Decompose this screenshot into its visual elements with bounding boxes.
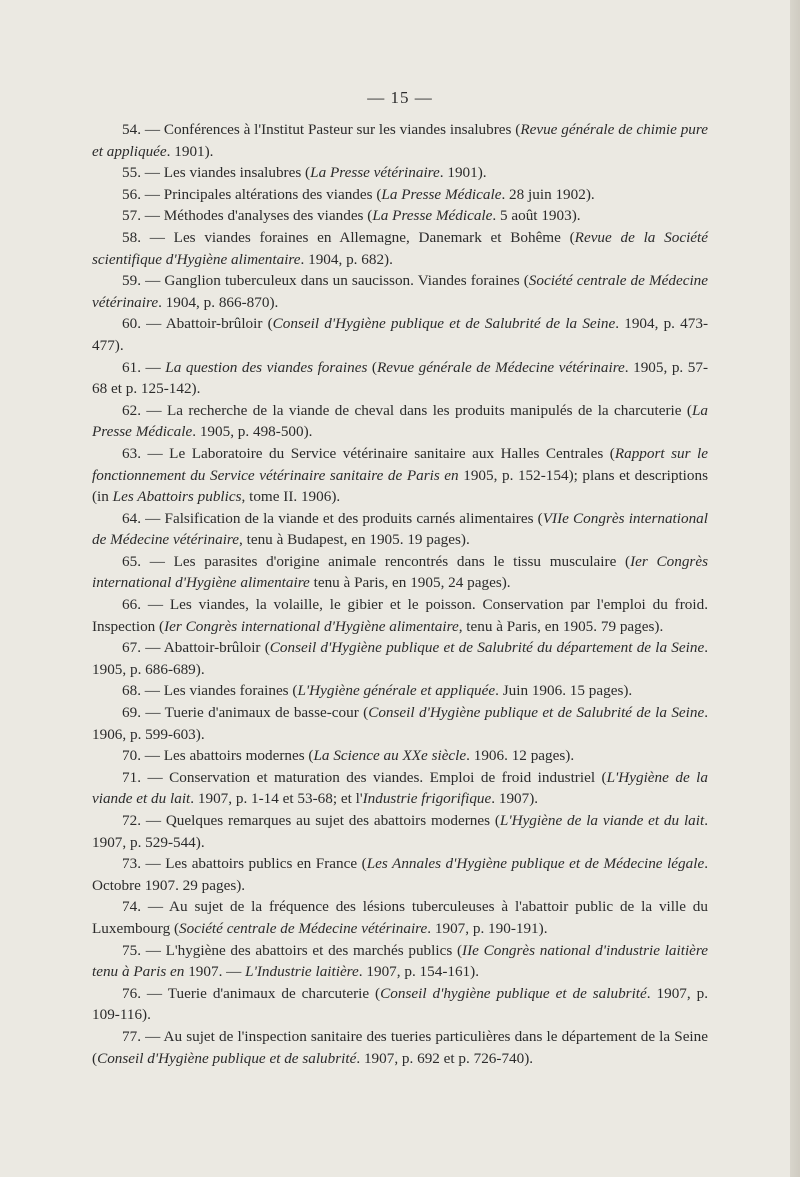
entry-text: — Abattoir-brûloir ( <box>140 315 273 333</box>
bibliography-entry <box>92 357 708 400</box>
entry-text: . 1907, p. 190-191). <box>427 919 548 937</box>
entry-text: — Abattoir-brûloir ( <box>140 639 270 657</box>
entry-title-italic: Société centrale de Médecine vétérinaire <box>92 272 708 311</box>
bibliography-entry <box>92 853 708 896</box>
entry-text: — Conférences à l'Institut Pasteur sur les viandes insalubres ( <box>140 121 521 138</box>
bibliography-entry <box>92 983 708 1026</box>
entry-text: — Les viandes foraines en Allemagne, Danemark et Bohême ( <box>140 228 575 246</box>
entry-text: — Quelques remarques au sujet des abattoirs modernes ( <box>140 812 500 829</box>
entry-title-italic: La Presse Médicale <box>381 185 502 203</box>
entry-text: tenu à Paris, en 1905, 24 pages). <box>309 574 511 592</box>
entry-text: — Les abattoirs publics en France ( <box>140 855 367 873</box>
entry-title-italic: Conseil d'Hygiène publique et de Salubrité de la Seine <box>272 315 616 333</box>
entry-text: — Le Laboratoire du Service vétérinaire sanitaire aux Halles Centrales ( <box>140 444 615 462</box>
entry-text: — Conservation et maturation des viandes. Emploi de froid industriel ( <box>140 768 607 786</box>
entry-text: , tenu à Paris, en 1905. 79 pages). <box>458 617 664 635</box>
entry-text: . 1904, p. 682). <box>300 250 393 268</box>
entry-title-italic: La Presse Médicale <box>92 401 708 441</box>
entry-text: — Ganglion tuberculeux dans un saucisson. Viandes foraines ( <box>140 272 529 290</box>
bibliography-entry <box>92 637 708 680</box>
entry-text: . 1907, p. 154-161). <box>358 963 480 981</box>
entry-text: . 1907). <box>491 790 539 808</box>
entry-title-italic: Les Annales d'Hygiène publique et de Médecine légale <box>366 855 705 873</box>
entry-number: 61. <box>122 358 141 376</box>
entry-text: — L'hygiène des abattoirs et des marchés publics ( <box>140 941 463 959</box>
bibliography-entry <box>92 227 708 270</box>
entry-number: 71. <box>122 768 141 786</box>
entry-title-italic: Les Abattoirs publics <box>112 488 242 506</box>
entry-title-italic: L'Hygiène de la viande et du lait <box>499 812 705 829</box>
entry-text: . 1907, p. 1-14 et 53-68; et l' <box>190 790 363 808</box>
entry-text: — Au sujet de la fréquence des lésions tuberculeuses à l'abattoir public de la ville du Luxembourg ( <box>92 898 708 937</box>
entry-text: . 1901). <box>166 142 214 160</box>
entry-title-italic: L'Hygiène de la viande et du lait <box>92 768 708 808</box>
entry-text: — La recherche de la viande de cheval dans les produits manipulés de la charcuterie ( <box>140 401 692 419</box>
entry-title-italic: Société centrale de Médecine vétérinaire <box>179 919 428 937</box>
entry-number: 67. <box>122 639 141 657</box>
entry-number: 72. <box>122 812 141 829</box>
entry-number: 74. <box>122 898 141 916</box>
entry-number: 75. <box>122 941 141 959</box>
bibliography-entry <box>92 119 708 162</box>
entry-text: . 1904, p. 866-870). <box>158 293 279 311</box>
entry-number: 73. <box>122 855 141 873</box>
bibliography-entry <box>92 1026 708 1069</box>
entry-text: . 1905, p. 57-68 et p. 125-142). <box>92 358 709 398</box>
entry-number: 65. <box>122 552 141 570</box>
entry-title-italic: L'Hygiène générale et appliquée <box>297 682 496 700</box>
entry-number: 64. <box>122 509 141 527</box>
entry-number: 56. <box>122 185 141 203</box>
bibliography-entry <box>92 594 708 637</box>
entry-number: 57. <box>122 207 141 225</box>
entry-text: . 1905, p. 686-689). <box>92 639 708 678</box>
entry-text: 1905, p. 152-154); plans et descriptions (in <box>92 466 709 506</box>
entry-text: — Les parasites d'origine animale rencontrés dans le tissu musculaire ( <box>140 552 631 570</box>
entry-title-italic: Conseil d'Hygiène publique et de Salubrité de la Seine <box>368 704 705 722</box>
entry-text: — Les viandes, la volaille, le gibier et le poisson. Conservation par l'emploi du froid. Inspection ( <box>92 596 708 635</box>
entry-number: 77. <box>122 1027 141 1045</box>
entry-text: . Octobre 1907. 29 pages). <box>92 855 708 894</box>
entry-text: . Juin 1906. 15 pages). <box>495 682 633 700</box>
entry-title-italic: La Science au XXe siècle <box>313 747 467 765</box>
entry-text: — Les abattoirs modernes ( <box>140 747 314 765</box>
entry-text: — Tuerie d'animaux de charcuterie ( <box>140 984 381 1002</box>
entry-title-italic: Rapport sur le fonctionnement du Service vétérinaire sanitaire de Paris en <box>92 444 708 484</box>
entry-number: 58. <box>122 228 141 246</box>
entry-text: , tome II. 1906). <box>241 488 341 506</box>
entry-text: — Au sujet de l'inspection sanitaire des tueries particulières dans le département de la Seine ( <box>92 1027 708 1067</box>
bibliography-entry <box>92 896 708 939</box>
entry-title-italic: Revue générale de chimie pure et appliquée <box>92 121 708 160</box>
bibliography-list <box>92 119 708 1069</box>
entry-title-italic: Ier Congrès international d'Hygiène alimentaire <box>164 617 459 635</box>
bibliography-entry <box>92 551 708 594</box>
entry-text: 1907. — <box>184 963 246 981</box>
entry-number: 60. <box>122 315 141 333</box>
entry-text: ( <box>367 358 377 376</box>
entry-title-italic: Conseil d'hygiène publique et de salubrité <box>380 984 647 1002</box>
bibliography-entry <box>92 270 708 313</box>
bibliography-entry <box>92 940 708 983</box>
entry-number: 59. <box>122 272 141 290</box>
entry-text: . 1904, p. 473-477). <box>92 315 709 354</box>
entry-title-italic: La question des viandes foraines <box>165 358 368 376</box>
bibliography-entry <box>92 205 708 227</box>
entry-text: . 5 août 1903). <box>492 207 581 225</box>
page-edge <box>790 0 800 1177</box>
entry-text: . 1907, p. 109-116). <box>92 984 709 1024</box>
entry-text: . 1907, p. 529-544). <box>92 812 708 851</box>
entry-title-italic: La Presse Médicale <box>372 207 493 225</box>
entry-title-italic: Ier Congrès international d'Hygiène alimentaire <box>92 552 708 592</box>
entry-number: 69. <box>122 704 141 722</box>
entry-number: 70. <box>122 747 141 765</box>
entry-title-italic: VIIe Congrès international de Médecine vétérinaire <box>92 509 708 549</box>
entry-text: — Principales altérations des viandes ( <box>140 185 382 203</box>
entry-number: 55. <box>122 164 141 182</box>
entry-number: 76. <box>122 984 141 1002</box>
entry-number: 68. <box>122 682 141 700</box>
entry-title-italic: Conseil d'Hygiène publique et de salubrité <box>97 1049 357 1067</box>
entry-text: . 1907, p. 692 et p. 726-740). <box>356 1049 534 1067</box>
entry-text: — Les viandes foraines ( <box>140 682 298 700</box>
entry-number: 54. <box>122 121 141 138</box>
bibliography-entry <box>92 810 708 853</box>
entry-text: . 1906. 12 pages). <box>466 747 575 765</box>
entry-title-italic: IIe Congrès national d'industrie laitière tenu à Paris en <box>92 941 708 981</box>
bibliography-entry <box>92 508 708 551</box>
bibliography-entry <box>92 702 708 745</box>
entry-title-italic: Revue générale de Médecine vétérinaire <box>376 358 625 376</box>
page-number: — 15 — <box>367 88 433 107</box>
entry-title-italic: Conseil d'Hygiène publique et de Salubrité du département de la Seine <box>269 639 705 657</box>
entry-text: , tenu à Budapest, en 1905. 19 pages). <box>239 531 470 549</box>
entry-text: — <box>140 358 166 376</box>
entry-text: . 1905, p. 498-500). <box>192 423 313 441</box>
bibliography-entry <box>92 162 708 184</box>
bibliography-entry <box>92 313 708 356</box>
bibliography-entry <box>92 443 708 508</box>
entry-text: . 28 juin 1902). <box>501 185 595 203</box>
entry-text: . 1901). <box>439 164 487 182</box>
entry-number: 66. <box>122 596 141 614</box>
entry-title-italic: L'Industrie laitière <box>245 963 359 981</box>
bibliography-entry <box>92 400 708 443</box>
entry-title-italic: La Presse vétérinaire <box>310 164 440 182</box>
bibliography-entry <box>92 184 708 206</box>
entry-number: 63. <box>122 444 141 462</box>
entry-text: — Tuerie d'animaux de basse-cour ( <box>140 704 369 722</box>
entry-text: — Les viandes insalubres ( <box>140 164 311 182</box>
bibliography-entry <box>92 767 708 810</box>
bibliography-entry <box>92 745 708 767</box>
entry-text: . 1906, p. 599-603). <box>92 704 709 743</box>
entry-text: — Falsification de la viande et des produits carnés alimentaires ( <box>140 509 543 527</box>
entry-title-italic: Revue de la Société scientifique d'Hygiène alimentaire <box>92 228 708 268</box>
entry-text: — Méthodes d'analyses des viandes ( <box>140 207 373 225</box>
entry-number: 62. <box>122 401 141 419</box>
entry-title-italic: Industrie frigorifique <box>362 790 492 808</box>
bibliography-entry <box>92 680 708 702</box>
